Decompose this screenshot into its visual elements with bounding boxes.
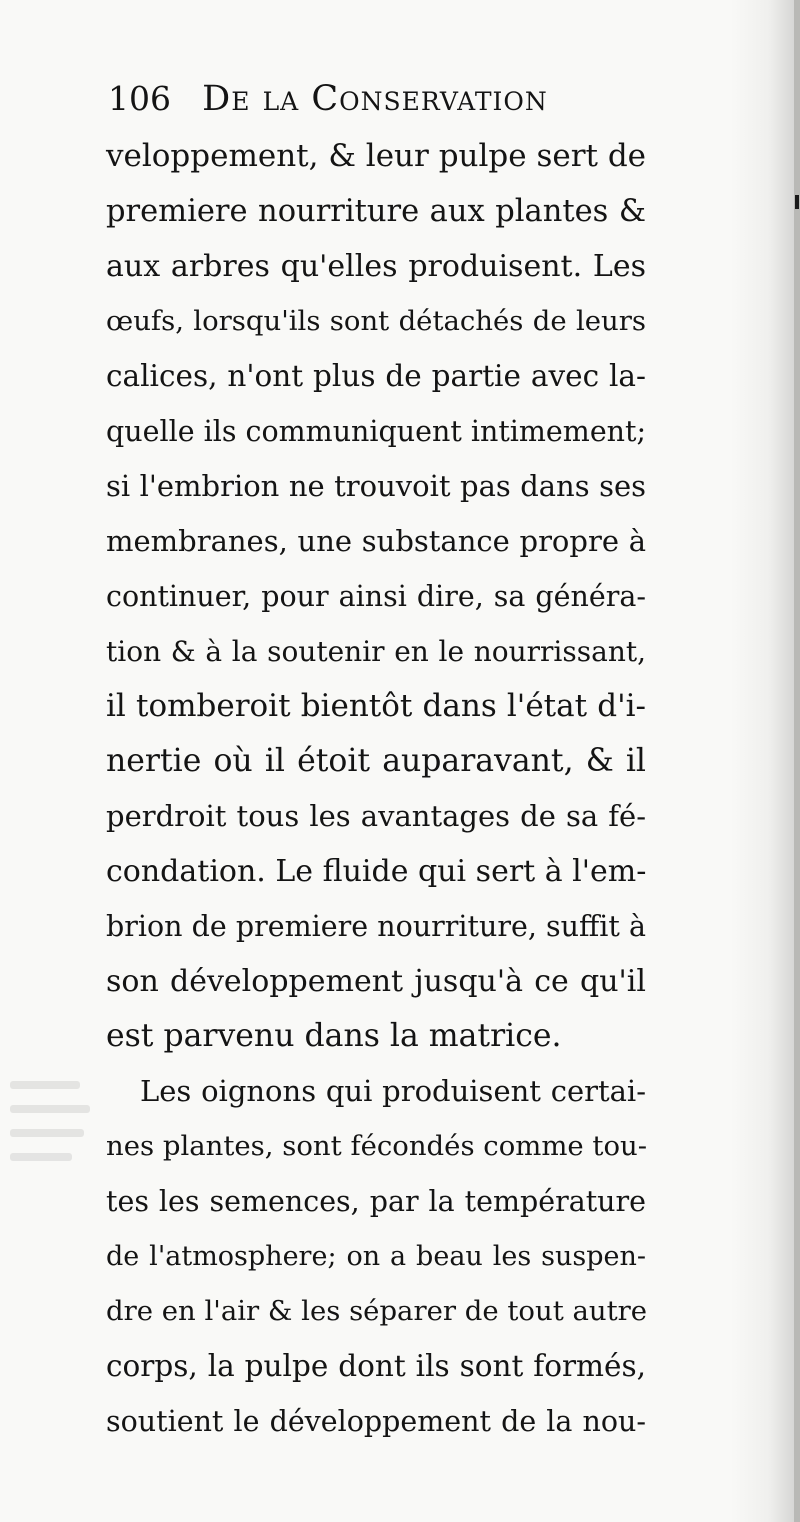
- text-line: veloppement, & leur pulpe sert de: [106, 138, 647, 174]
- page-edge: [794, 0, 800, 1522]
- text-line: dre en l'air & les séparer de tout autre: [106, 1295, 648, 1327]
- page-edge-shadow: [730, 0, 800, 1522]
- text-line: œufs, lorsqu'ils sont détachés de leurs: [106, 305, 646, 337]
- text-line: premiere nourriture aux plantes &: [106, 194, 646, 229]
- text-line: perdroit tous les avantages de sa fé-: [106, 799, 646, 833]
- text-line: condation. Le fluide qui sert à l'em-: [106, 854, 647, 889]
- edge-mark: [795, 195, 799, 209]
- body-text: [106, 129, 646, 1449]
- text-line: tes les semences, par la température: [106, 1185, 646, 1218]
- text-line: aux arbres qu'elles produisent. Les: [106, 249, 646, 284]
- text-line: il tomberoit bientôt dans l'état d'i-: [106, 688, 646, 724]
- text-line: son développement jusqu'à ce qu'il: [106, 964, 646, 999]
- text-line: corps, la pulpe dont ils sont formés,: [106, 1349, 646, 1383]
- text-line: quelle ils communiquent intimement;: [106, 415, 647, 448]
- page-number: 106: [108, 79, 171, 118]
- bleed-through-text: [0, 1065, 100, 1175]
- text-line: nes plantes, sont fécondés comme tou-: [106, 1130, 648, 1162]
- text-line: continuer, pour ainsi dire, sa généra-: [106, 580, 646, 613]
- text-line: tion & à la soutenir en le nourrissant,: [106, 635, 646, 668]
- running-title: De la Conservation: [202, 79, 548, 119]
- text-line: nertie où il étoit auparavant, & il: [106, 743, 646, 779]
- text-line: calices, n'ont plus de partie avec la-: [106, 359, 646, 393]
- paragraph-end-line: est parvenu dans la matrice.: [106, 1018, 562, 1054]
- text-line: soutient le développement de la nou-: [106, 1405, 646, 1438]
- running-header: [108, 76, 668, 122]
- paragraph-start-line: Les oignons qui produisent certai-: [140, 1074, 646, 1108]
- text-line: de l'atmosphere; on a beau les suspen-: [106, 1241, 646, 1272]
- text-line: brion de premiere nourriture, suffit à: [106, 910, 646, 943]
- text-line: si l'embrion ne trouvoit pas dans ses: [106, 469, 646, 503]
- text-line: membranes, une substance propre à: [106, 524, 646, 558]
